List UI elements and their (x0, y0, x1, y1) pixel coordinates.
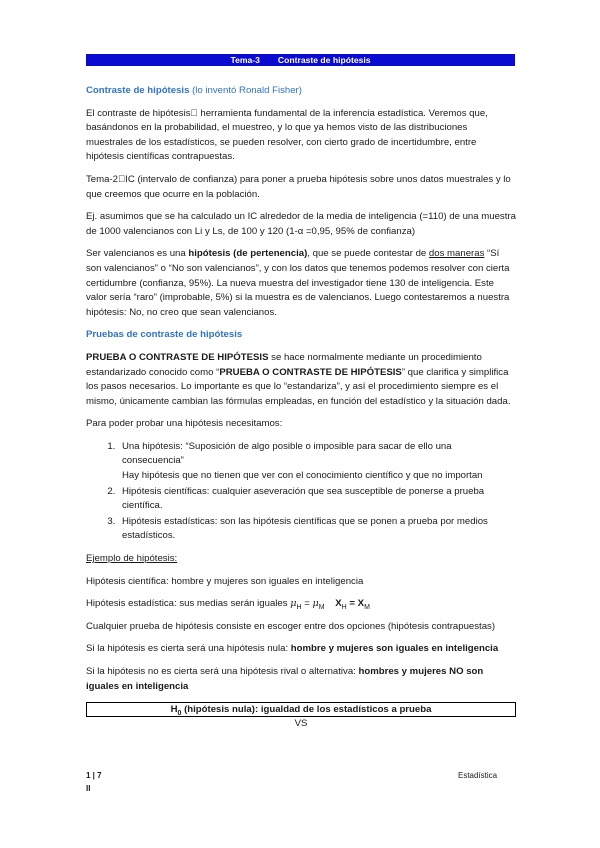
footer-mark: II (86, 784, 91, 793)
paragraph-intro: El contraste de hipótesis  herramienta fundamental de la inferencia estadística. Veremos que, basándonos en la probabilidad, el muestreo, y lo que ya hemos visto de las distribuciones muestrales de los estadísticos, se pueden resolver, con cierto grado de incertidumbre, entre hipótesis científicas contrapuestas. (86, 107, 488, 163)
versus-label: VS (294, 718, 308, 730)
list-item (118, 515, 516, 544)
subscript: M (318, 604, 325, 612)
section-heading-pruebas: Pruebas de contraste de hipótesis (86, 329, 243, 341)
subscript: H (341, 604, 347, 612)
list-item-text: Hipótesis estadísticas: son las hipótesis científicas que se ponen a prueba por medios estadísticos. (122, 515, 488, 542)
list-item-extra: Hay hipótesis que no tienen que ver con el conocimiento científico y que no importan (122, 470, 483, 482)
paragraph-valencianos (86, 247, 516, 320)
bold-run: hipótesis (de pertenencia) (188, 248, 308, 260)
bold-run: PRUEBA O CONTRASTE DE HIPÓTESIS (219, 366, 402, 378)
paragraph-prueba (86, 351, 516, 409)
h-symbol: H (170, 704, 178, 716)
example-heading (86, 552, 516, 567)
list-item (118, 440, 516, 484)
header-bar (86, 54, 515, 66)
x-symbol: X (357, 598, 365, 610)
example-alt (86, 665, 516, 694)
paragraph-necesitamos: Para poder probar una hipótesis necesitamos: (86, 418, 283, 430)
example-any-test: Cualquier prueba de hipótesis consiste en escoger entre dos opciones (hipótesis contrapuestas) (86, 620, 496, 632)
page-number: 1 | 7 (86, 771, 102, 780)
null-hypothesis-box (86, 702, 516, 717)
example-heading-text: Ejemplo de hipótesis: (86, 553, 178, 565)
bold-run: hombres y mujeres NO son iguales en inteligencia (86, 666, 484, 692)
bold-run: PRUEBA O CONTRASTE DE HIPÓTESIS (86, 351, 269, 363)
section-heading-note: (lo inventó Ronald Fisher) (192, 85, 302, 96)
bold-run: hombre y mujeres son iguales en inteligencia (290, 643, 499, 655)
text-run: ” que clarifica y simplifica los pasos necesarios. Lo importante es que lo “estandariza”, y así el procedimiento siempre es el mismo, únicamente cambian las fórmulas empleadas, en función del estadístico y la situación dada. (86, 366, 511, 407)
paragraph-example-ic: Ej. asumimos que se ha calculado un IC alrededor de la media de inteligencia (=110) de una muestra de 1000 valencianos con Li y Ls, de 100 y 120 (1-α =0,95, 95% de confianza) (86, 211, 516, 237)
text-run: “Sí son valencianos” o “No son valencianos”, y con los datos que tenemos podemos resolver con cierta certidumbre (confianza, 95%). La nueva muestra del investigador tiene 130 de inteligencia. Este valor sería “raro” (improbable, 5%) si la muestra es de valencianos. Luego contestaremos a nuestra hipótesis: No, no creo que sean valencianos. (86, 248, 510, 318)
equals: = (301, 598, 313, 610)
mu-symbol: μ (290, 598, 297, 610)
underlined-run: dos maneras (428, 248, 485, 260)
paragraph-tema2: Tema-2 IC (intervalo de confianza) para poner a prueba hipótesis sobre unos datos muestrales y lo que creemos que ocurre en la población. (86, 173, 511, 200)
header-title: Contraste de hipótesis (277, 55, 371, 65)
example-null (86, 642, 516, 657)
box-text: (hipótesis nula): igualdad de los estadísticos a prueba (181, 704, 432, 716)
example-statistical (86, 597, 516, 612)
subscript: M (364, 604, 370, 612)
list-item (118, 485, 516, 514)
header-topic: Tema-3 (230, 55, 260, 65)
text-run: Hipótesis estadística: sus medias serán iguales (86, 598, 291, 610)
text-run: se hace normalmente mediante un procedimiento estandarizado conocido como “ (86, 351, 482, 378)
page-content (86, 84, 516, 732)
equals: = (346, 598, 358, 610)
text-run: Si la hipótesis no es cierta será una hipótesis rival o alternativa: (86, 666, 359, 677)
example-scientific: Hipótesis científica: hombre y mujeres son iguales en inteligencia (86, 575, 364, 587)
subscript: H (296, 604, 302, 612)
requirements-list (86, 440, 516, 544)
text-run: , que se puede contestar de (307, 248, 429, 260)
text-run: Si la hipótesis es cierta será una hipótesis nula: (86, 643, 291, 655)
x-symbol: X (335, 598, 342, 610)
section-heading-contraste (86, 84, 516, 99)
text-run: Ser valencianos es una (86, 248, 189, 260)
footer-subject: Estadística (458, 771, 498, 780)
section-heading-text: Contraste de hipótesis (86, 85, 190, 96)
subscript: 0 (177, 710, 182, 718)
list-item-text: Hipótesis científicas: cualquier aseveración que sea susceptible de ponerse a prueba científica. (122, 485, 485, 512)
mu-symbol: μ (312, 598, 319, 610)
list-item-text: Una hipótesis: “Suposición de algo posible o imposible para sacar de ello una consecuencia” (122, 440, 452, 467)
